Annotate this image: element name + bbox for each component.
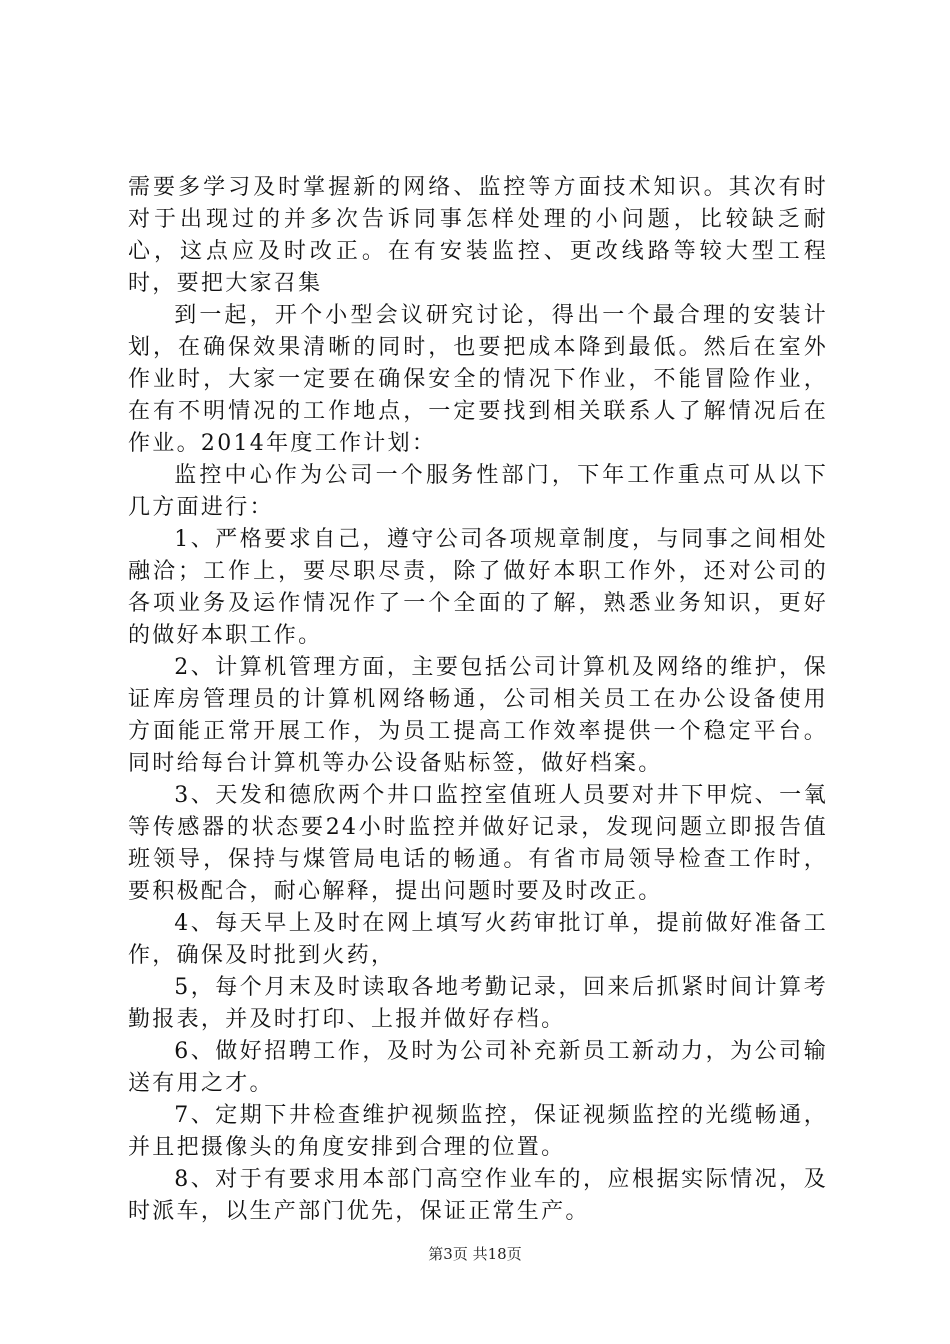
paragraph-plan-intro: 监控中心作为公司一个服务性部门，下年工作重点可从以下几方面进行： bbox=[128, 463, 828, 520]
plan-item-7: 7、定期下井检查维护视频监控，保证视频监控的光缆畅通，并且把摄像头的角度安排到合理的位置。 bbox=[128, 1103, 828, 1160]
plan-item-4: 4、每天早上及时在网上填写火药审批订单，提前做好准备工作，确保及时批到火药， bbox=[128, 911, 828, 968]
paragraph-continuation: 需要多学习及时掌握新的网络、监控等方面技术知识。其次有时对于出现过的并多次告诉同事怎样处理的小问题，比较缺乏耐心，这点应及时改正。在有安装监控、更改线路等较大型工程时，要把大家召集 bbox=[128, 175, 828, 296]
plan-item-1: 1、严格要求自己，遵守公司各项规章制度，与同事之间相处融洽；工作上，要尽职尽责，除了做好本职工作外，还对公司的各项业务及运作情况作了一个全面的了解，熟悉业务知识，更好的做好本职工作。 bbox=[128, 527, 828, 648]
page-footer bbox=[0, 1244, 950, 1264]
plan-item-6: 6、做好招聘工作，及时为公司补充新员工新动力，为公司输送有用之才。 bbox=[128, 1039, 828, 1096]
plan-item-3: 3、天发和德欣两个井口监控室值班人员要对井下甲烷、一氧等传感器的状态要24小时监控并做好记录，发现问题立即报告值班领导，保持与煤管局电话的畅通。有省市局领导检查工作时，要积极配合，耐心解释，提出问题时要及时改正。 bbox=[128, 783, 828, 904]
plan-item-5: 5，每个月末及时读取各地考勤记录，回来后抓紧时间计算考勤报表，并及时打印、上报并做好存档。 bbox=[128, 975, 828, 1032]
plan-item-8: 8、对于有要求用本部门高空作业车的，应根据实际情况，及时派车，以生产部门优先，保证正常生产。 bbox=[128, 1167, 828, 1224]
page-number: 第3页 共18页 bbox=[428, 1245, 522, 1263]
paragraph: 到一起，开个小型会议研究讨论，得出一个最合理的安装计划，在确保效果清晰的同时，也要把成本降到最低。然后在室外作业时，大家一定要在确保安全的情况下作业，不能冒险作业，在有不明情况的工作地点，一定要找到相关联系人了解情况后在作业。2014年度工作计划： bbox=[128, 303, 828, 456]
body-text bbox=[128, 172, 828, 1228]
plan-item-2: 2、计算机管理方面，主要包括公司计算机及网络的维护，保证库房管理员的计算机网络畅通，公司相关员工在办公设备使用方面能正常开展工作，为员工提高工作效率提供一个稳定平台。同时给每台计算机等办公设备贴标签，做好档案。 bbox=[128, 655, 828, 776]
